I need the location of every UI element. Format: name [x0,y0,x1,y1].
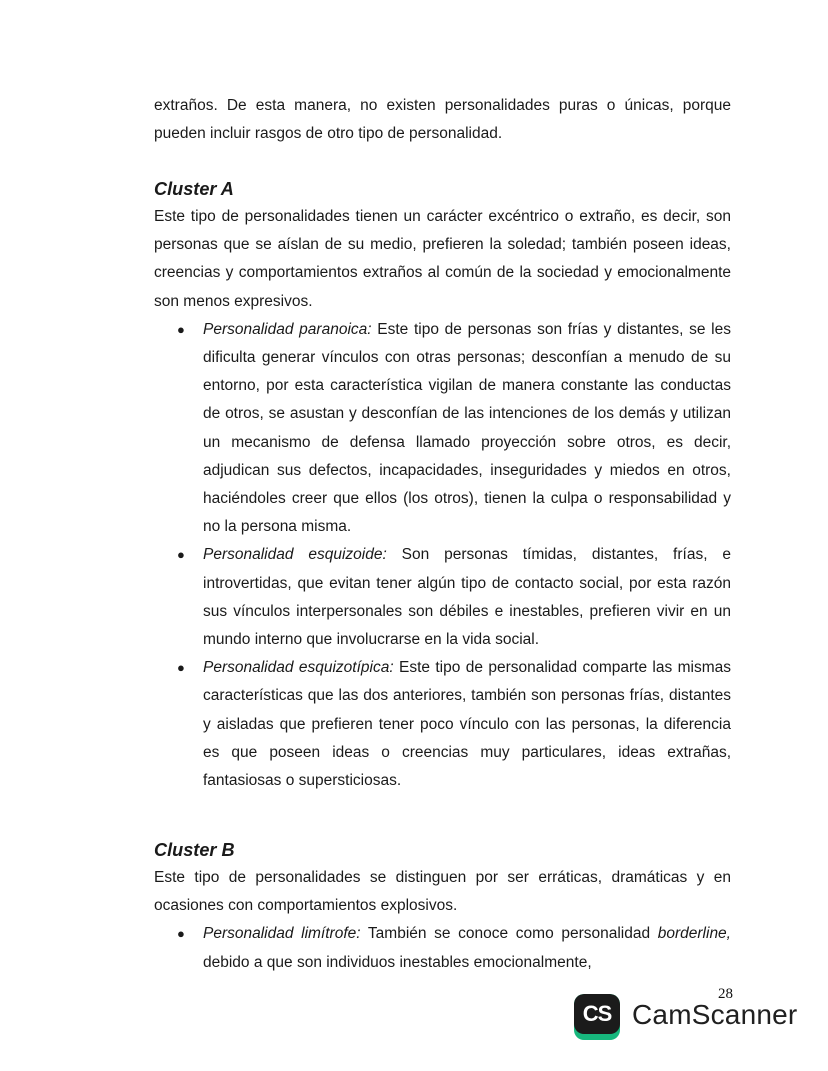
term-label-borderline: borderline, [657,925,731,943]
intro-block [154,92,731,148]
cluster-a-section [154,175,731,795]
bullet-icon: ● [177,547,185,563]
list-item [154,541,731,654]
camscanner-logo-text: CS [574,994,620,1034]
camscanner-logo-icon [574,994,620,1040]
bullet-icon: ● [177,926,185,942]
term-description: Son personas tímidas, distantes, frías, e introvertidas, que evitan tener algún tipo de contacto social, por esta razón sus vínculos interpersonales son débiles e inestables, prefieren vivir en un mundo interno que involucrarse en la vida social. [203,546,731,649]
term-label: Personalidad limítrofe: [203,925,361,943]
list-item [154,654,731,795]
cluster-a-paragraph: Este tipo de personalidades tienen un carácter excéntrico o extraño, es decir, son personas que se aíslan de su medio, prefieren la soledad; también poseen ideas, creencias y comportamientos extraños al común de la sociedad y emocionalmente son menos expresivos. [154,208,731,310]
intro-paragraph: extraños. De esta manera, no existen personalidades puras o únicas, porque pueden incluir rasgos de otro tipo de personalidad. [154,97,731,143]
cluster-a-list [154,316,731,795]
bullet-icon: ● [177,321,185,337]
cluster-b-section [154,836,731,977]
term-label: Personalidad esquizotípica: [203,659,394,677]
cluster-b-heading: Cluster B [154,840,235,860]
camscanner-brand-text: CamScanner [632,999,798,1030]
term-description: También se conoce como personalidad [360,925,658,943]
cluster-b-paragraph: Este tipo de personalidades se distinguen por ser erráticas, dramáticas y en ocasiones con comportamientos explosivos. [154,869,731,915]
term-description: Este tipo de personas son frías y distantes, se les dificulta generar vínculos con otras personas; desconfían a menudo de su entorno, por esta característica vigilan de manera constante las conductas de otros, se asustan y desconfían de las intenciones de los demás y utilizan un mecanismo de defensa llamado proyección sobre otros, es decir, adjudican sus defectos, incapacidades, inseguridades y miedos en otros, haciéndoles creer que ellos (los otros), tienen la culpa o responsabilidad y no la persona misma. [203,320,732,536]
camscanner-watermark [574,994,804,1042]
list-item [154,316,731,542]
term-description-continued: debido a que son individuos inestables emocionalmente, [203,953,592,971]
term-description: Este tipo de personalidad comparte las mismas características que las dos anteriores, también son personas frías, distantes y aisladas que prefieren tener poco vínculo con las personas, la diferencia es que poseen ideas o creencias muy particulares, ideas extrañas, fantasiosas o supersticiosas. [203,659,731,790]
cluster-b-list [154,920,731,976]
bullet-icon: ● [177,660,185,676]
cluster-a-heading: Cluster A [154,179,234,199]
list-item [154,920,731,976]
term-label: Personalidad paranoica: [203,320,372,338]
term-label: Personalidad esquizoide: [203,546,387,564]
page-number: 28 [718,986,733,1002]
